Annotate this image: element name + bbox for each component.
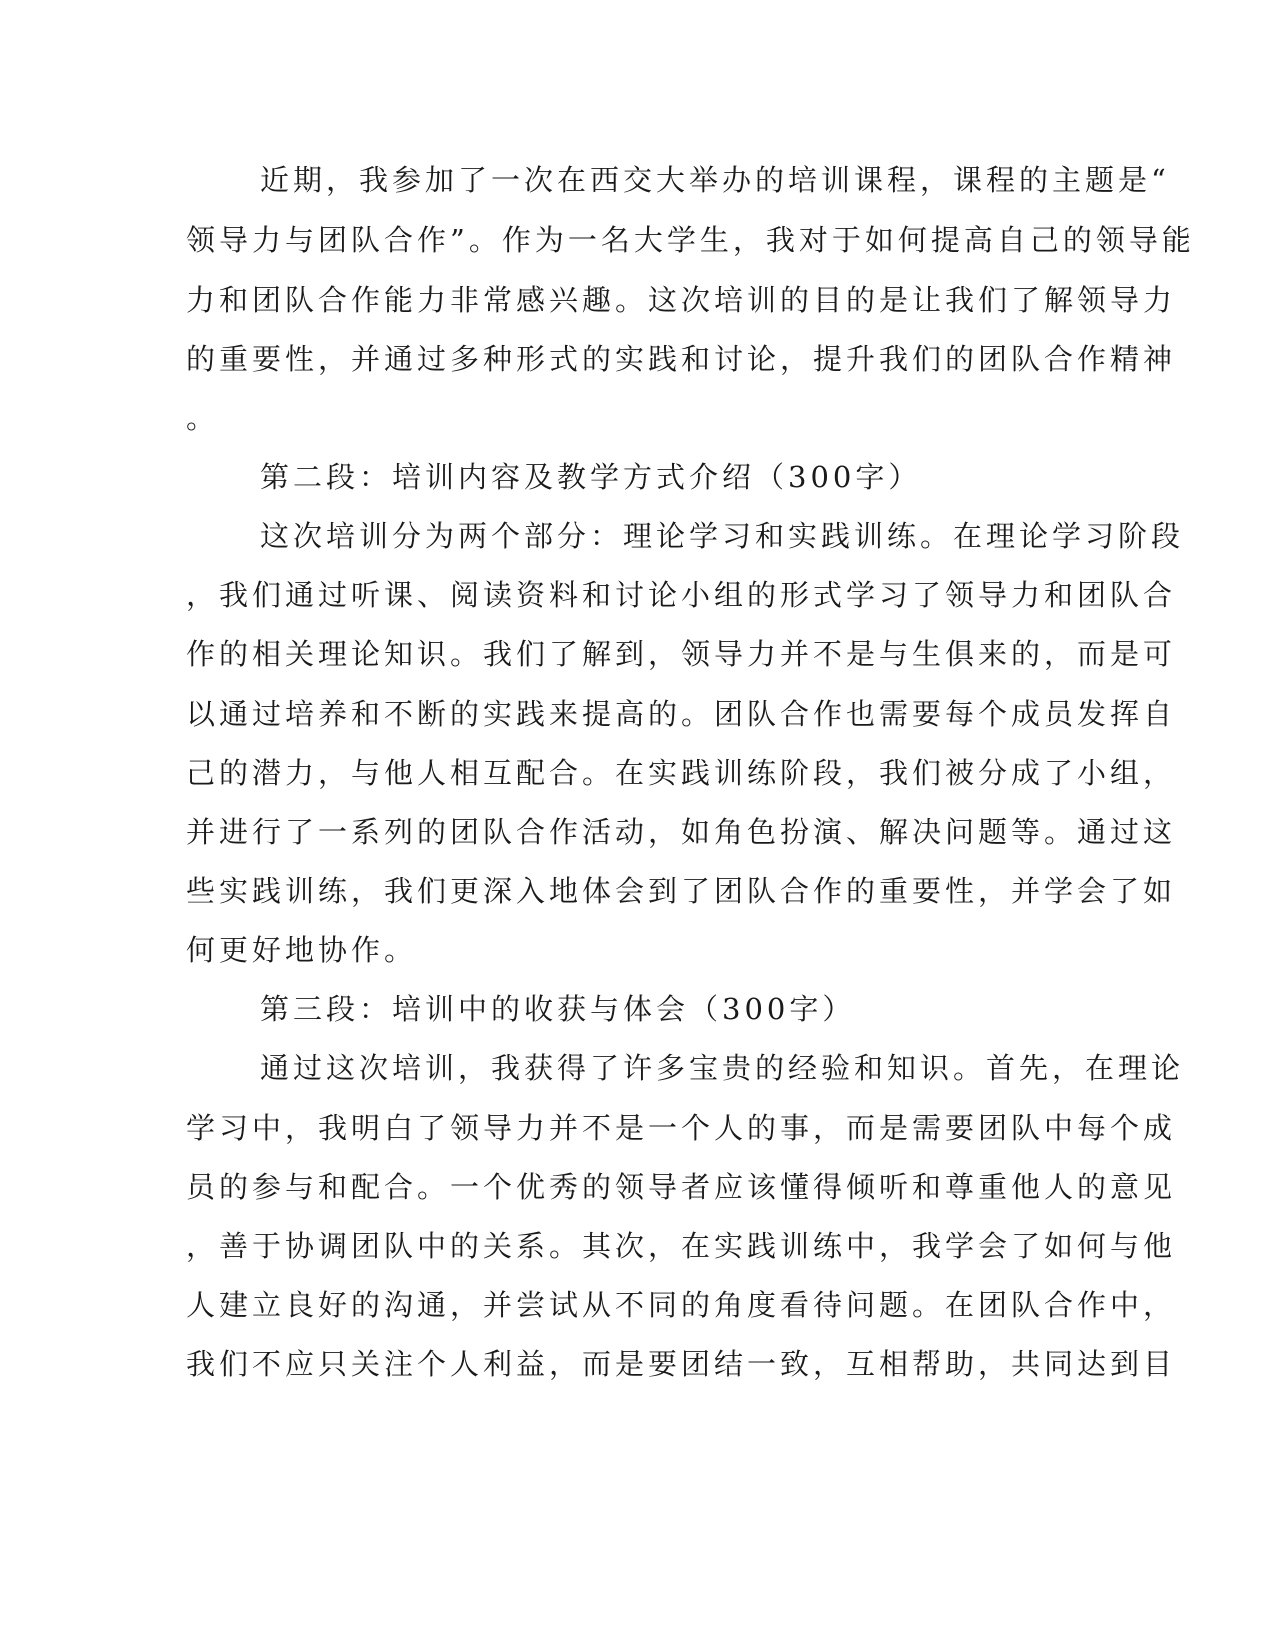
text-line: 己的潜力，与他人相互配合。在实践训练阶段，我们被分成了小组， (186, 756, 1177, 790)
section-heading: 第三段：培训中的收获与体会（300字） (260, 992, 856, 1026)
text-line: 以通过培养和不断的实践来提高的。团队合作也需要每个成员发挥自 (186, 697, 1177, 731)
text-line: 作的相关理论知识。我们了解到，领导力并不是与生俱来的，而是可 (186, 637, 1177, 671)
text-line: 领导力与团队合作”。作为一名大学生，我对于如何提高自己的领导能 (186, 223, 1195, 257)
text-line: 。 (186, 401, 220, 435)
text-line: 通过这次培训，我获得了许多宝贵的经验和知识。首先，在理论 (260, 1051, 1185, 1085)
text-line: 并进行了一系列的团队合作活动，如角色扮演、解决问题等。通过这 (186, 815, 1177, 849)
text-line: 员的参与和配合。一个优秀的领导者应该懂得倾听和尊重他人的意见 (186, 1170, 1177, 1204)
text-line: 学习中，我明白了领导力并不是一个人的事，而是需要团队中每个成 (186, 1111, 1177, 1145)
text-line: 的重要性，并通过多种形式的实践和讨论，提升我们的团队合作精神 (186, 342, 1177, 376)
text-line: 这次培训分为两个部分：理论学习和实践训练。在理论学习阶段 (260, 519, 1185, 553)
text-line: 力和团队合作能力非常感兴趣。这次培训的目的是让我们了解领导力 (186, 283, 1177, 317)
text-line: 些实践训练，我们更深入地体会到了团队合作的重要性，并学会了如 (186, 874, 1177, 908)
text-line: ，善于协调团队中的关系。其次，在实践训练中，我学会了如何与他 (186, 1229, 1177, 1263)
text-line: ，我们通过听课、阅读资料和讨论小组的形式学习了领导力和团队合 (186, 578, 1177, 612)
text-line: 人建立良好的沟通，并尝试从不同的角度看待问题。在团队合作中， (186, 1288, 1177, 1322)
section-heading: 第二段：培训内容及教学方式介绍（300字） (260, 460, 922, 494)
text-line: 近期，我参加了一次在西交大举办的培训课程，课程的主题是“ (260, 163, 1170, 197)
text-line: 何更好地协作。 (186, 933, 418, 967)
text-line: 我们不应只关注个人利益，而是要团结一致，互相帮助，共同达到目 (186, 1347, 1177, 1381)
